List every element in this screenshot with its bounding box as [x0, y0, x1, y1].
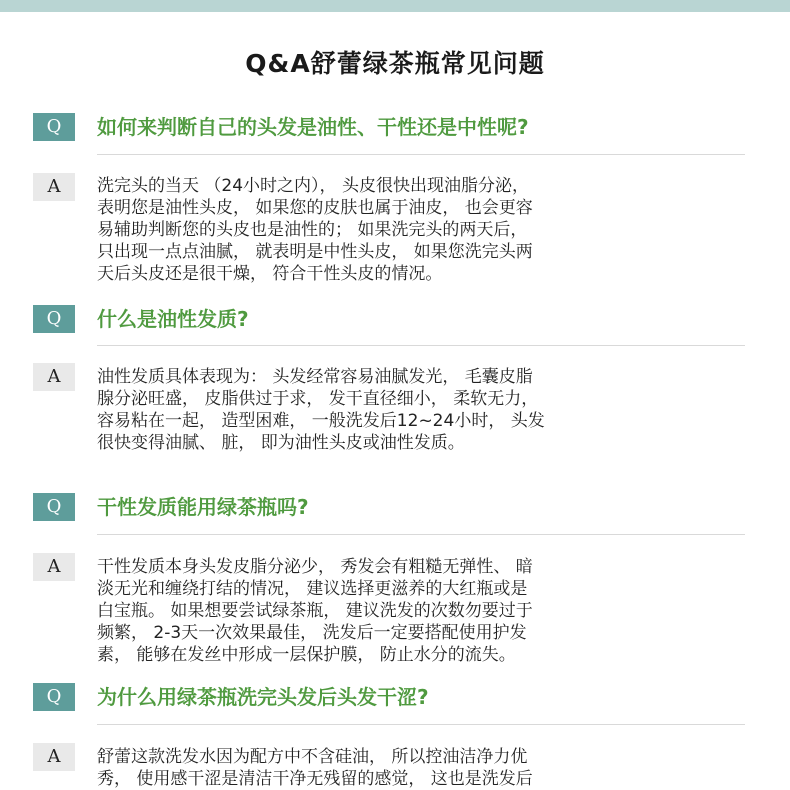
answer-line: 油性发质具体表现为： 头发经常容易油腻发光， 毛囊皮脂 [97, 367, 533, 387]
answer-line: 秀， 使用感干涩是清洁干净无残留的感觉， 这也是洗发后 [97, 769, 533, 789]
answer-text [97, 556, 757, 666]
question-text: 为什么用绿茶瓶洗完头发后头发干涩? [97, 685, 429, 709]
answer-text [97, 366, 757, 454]
question-text: 如何来判断自己的头发是油性、干性还是中性呢? [97, 115, 529, 139]
top-color-band [0, 0, 790, 12]
divider [97, 345, 745, 346]
answer-line: 洗完头的当天 （24小时之内）， 头皮很快出现油脂分泌， [97, 176, 529, 196]
answer-line: 频繁， 2-3天一次效果最佳， 洗发后一定要搭配使用护发 [97, 623, 527, 643]
divider [97, 154, 745, 155]
answer-line: 舒蕾这款洗发水因为配方中不含硅油， 所以控油洁净力优 [97, 747, 528, 767]
divider [97, 724, 745, 725]
question-badge: Q [33, 305, 75, 333]
answer-line: 干性发质本身头发皮脂分泌少， 秀发会有粗糙无弹性、 暗 [97, 557, 533, 577]
answer-line: 素， 能够在发丝中形成一层保护膜， 防止水分的流失。 [97, 645, 516, 665]
page-title: Q&A舒蕾绿茶瓶常见问题 [245, 49, 545, 78]
question-badge: Q [33, 493, 75, 521]
answer-badge: A [33, 553, 75, 581]
answer-line: 腺分泌旺盛， 皮脂供过于求， 发干直径细小， 柔软无力， [97, 389, 539, 409]
answer-line: 白宝瓶。 如果想要尝试绿茶瓶， 建议洗发的次数勿要过于 [97, 601, 533, 621]
answer-line: 容易粘在一起， 造型困难， 一般洗发后12~24小时， 头发 [97, 411, 545, 431]
answer-text [97, 746, 757, 790]
answer-line: 表明您是油性头皮， 如果您的皮肤也属于油皮， 也会更容 [97, 198, 533, 218]
divider [97, 534, 745, 535]
answer-text [97, 175, 757, 285]
answer-line: 只出现一点点油腻， 就表明是中性头皮， 如果您洗完头两 [97, 242, 533, 262]
answer-line: 淡无光和缠绕打结的情况， 建议选择更滋养的大红瓶或是 [97, 579, 528, 599]
question-text: 什么是油性发质? [97, 307, 249, 331]
answer-line: 很快变得油腻、 脏， 即为油性头皮或油性发质。 [97, 433, 465, 453]
answer-badge: A [33, 743, 75, 771]
question-text: 干性发质能用绿茶瓶吗? [97, 495, 309, 519]
answer-line: 天后头皮还是很干燥， 符合干性头皮的情况。 [97, 264, 443, 284]
question-badge: Q [33, 683, 75, 711]
answer-badge: A [33, 363, 75, 391]
answer-badge: A [33, 173, 75, 201]
question-badge: Q [33, 113, 75, 141]
answer-line: 易辅助判断您的头皮也是油性的； 如果洗完头的两天后， [97, 220, 528, 240]
